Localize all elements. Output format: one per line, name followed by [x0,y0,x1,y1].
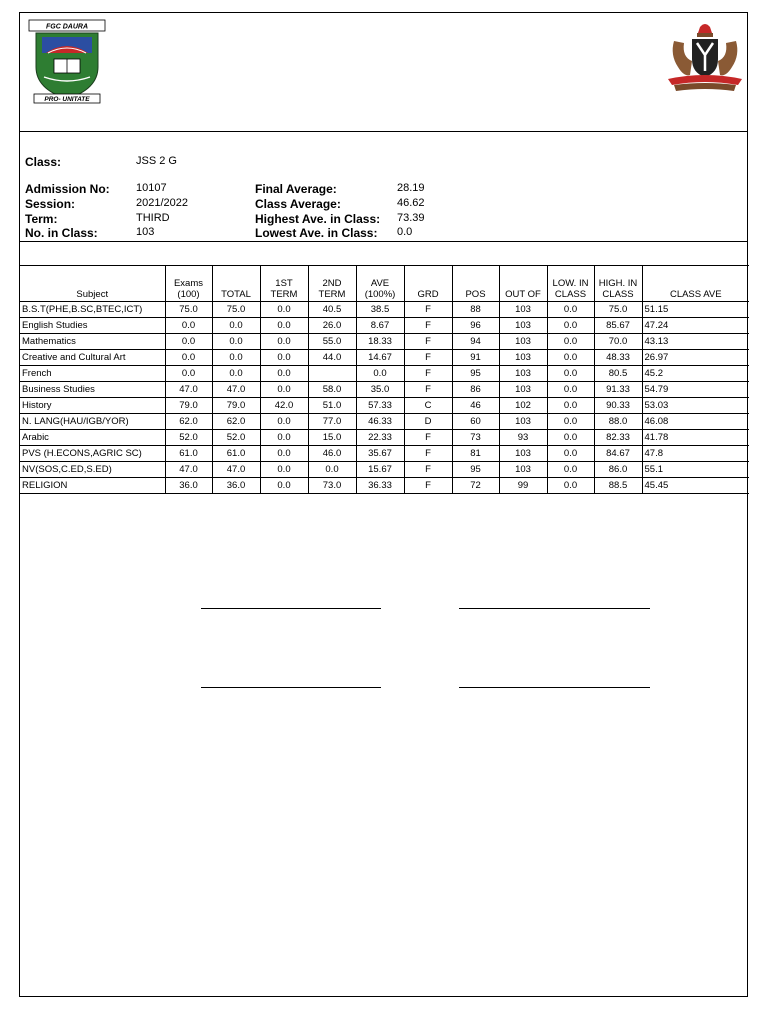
subject-cell: History [20,398,165,414]
table-cell: 62.0 [165,414,212,430]
table-cell: 0.0 [260,446,308,462]
table-cell: F [404,382,452,398]
table-cell: 75.0 [165,302,212,318]
lowest-average-label: Lowest Ave. in Class: [255,226,378,240]
column-header-text: TERM [270,289,298,300]
table-row [20,446,749,462]
session-value: 2021/2022 [136,197,188,209]
table-cell: 42.0 [260,398,308,414]
signature-line [201,608,381,609]
table-row [20,430,749,446]
table-cell: 26.97 [642,350,749,366]
column-header-text: (100%) [364,289,396,300]
table-row [20,318,749,334]
table-cell: 103 [499,414,547,430]
session-label: Session: [25,197,76,211]
column-header-text: TERM [318,289,346,300]
column-header-text: OUT OF [505,289,541,300]
column-header [20,266,165,302]
column-header-text: GRD [417,289,439,300]
signature-line [201,687,381,688]
signature-line [459,687,650,688]
column-header-text: Exams [173,278,204,289]
subject-cell: NV(SOS,C.ED,S.ED) [20,462,165,478]
subject-cell: PVS (H.ECONS,AGRIC SC) [20,446,165,462]
table-cell: F [404,446,452,462]
table-cell: 88.5 [594,478,642,494]
table-cell: 0.0 [547,334,594,350]
table-cell: 96 [452,318,499,334]
column-header [356,266,404,302]
column-header [404,266,452,302]
table-cell: 86.0 [594,462,642,478]
table-cell: 0.0 [260,414,308,430]
final-average-label: Final Average: [255,182,337,196]
table-cell: 15.67 [356,462,404,478]
table-cell: 0.0 [547,302,594,318]
table-cell: 0.0 [308,462,356,478]
table-cell: 85.67 [594,318,642,334]
table-cell: 36.33 [356,478,404,494]
column-header-text: CLASS [602,289,634,300]
table-cell: 48.33 [594,350,642,366]
report-sheet [19,12,748,997]
table-cell: 62.0 [212,414,260,430]
column-header [212,266,260,302]
highest-average-value: 73.39 [397,212,425,224]
table-cell: 0.0 [547,430,594,446]
table-cell: 0.0 [165,334,212,350]
svg-text:PRO- UNITATE: PRO- UNITATE [44,96,90,103]
subject-cell: Mathematics [20,334,165,350]
info-divider [20,241,747,242]
table-cell: 38.5 [356,302,404,318]
column-header [642,266,749,302]
table-cell: 72 [452,478,499,494]
table-cell: 60 [452,414,499,430]
table-cell: F [404,430,452,446]
column-header-text: POS [465,289,486,300]
column-header-text: 1ST [275,278,293,289]
table-cell: 52.0 [165,430,212,446]
table-cell: 103 [499,318,547,334]
school-logo [28,19,106,105]
table-cell: 0.0 [547,350,594,366]
lowest-average-value: 0.0 [397,226,413,238]
table-cell: 55.1 [642,462,749,478]
table-cell: D [404,414,452,430]
table-cell: F [404,350,452,366]
table-cell: 46.33 [356,414,404,430]
column-header [165,266,212,302]
table-cell: C [404,398,452,414]
table-cell: 47.0 [212,462,260,478]
table-cell: 58.0 [308,382,356,398]
table-cell: 35.67 [356,446,404,462]
table-cell: F [404,478,452,494]
final-average-value: 28.19 [397,182,425,194]
subject-cell: Business Studies [20,382,165,398]
table-cell: 0.0 [547,398,594,414]
table-cell: 103 [499,334,547,350]
subject-cell: RELIGION [20,478,165,494]
table-cell: 70.0 [594,334,642,350]
class-average-value: 46.62 [397,197,425,209]
table-row [20,366,749,382]
table-row [20,302,749,318]
table-cell: 0.0 [547,382,594,398]
table-row [20,334,749,350]
table-cell: 88.0 [594,414,642,430]
table-cell: 8.67 [356,318,404,334]
column-header-text: TOTAL [221,289,251,300]
subject-cell: Arabic [20,430,165,446]
table-cell: 36.0 [165,478,212,494]
grades-table [20,265,749,494]
table-cell: 0.0 [547,446,594,462]
table-cell: 0.0 [212,366,260,382]
table-cell: 0.0 [260,382,308,398]
coat-of-arms-icon [660,21,750,95]
table-cell: 81 [452,446,499,462]
column-header [452,266,499,302]
table-cell: 73.0 [308,478,356,494]
table-row [20,382,749,398]
column-header-text: Subject [76,289,109,300]
table-cell: 88 [452,302,499,318]
table-cell: 73 [452,430,499,446]
table-cell: 18.33 [356,334,404,350]
table-cell: 0.0 [165,318,212,334]
table-cell: 0.0 [165,350,212,366]
table-body [20,302,749,494]
table-cell: 0.0 [260,318,308,334]
table-cell: 47.24 [642,318,749,334]
table-row [20,414,749,430]
table-cell: 15.0 [308,430,356,446]
table-cell: 43.13 [642,334,749,350]
table-cell: 52.0 [212,430,260,446]
table-cell: 0.0 [260,366,308,382]
admission-label: Admission No: [25,182,110,196]
class-average-label: Class Average: [255,197,341,211]
table-cell: 103 [499,366,547,382]
column-header [260,266,308,302]
table-cell: 22.33 [356,430,404,446]
table-cell: 75.0 [212,302,260,318]
table-cell: 0.0 [547,366,594,382]
table-cell: 53.03 [642,398,749,414]
table-cell: F [404,462,452,478]
table-cell: 14.67 [356,350,404,366]
table-cell: 0.0 [547,318,594,334]
table-cell: 82.33 [594,430,642,446]
table-cell: 46 [452,398,499,414]
table-cell: 0.0 [547,462,594,478]
table-row [20,478,749,494]
table-cell: 0.0 [260,462,308,478]
subject-cell: N. LANG(HAU/IGB/YOR) [20,414,165,430]
column-header [547,266,594,302]
table-cell: 47.0 [165,462,212,478]
table-cell: 0.0 [260,350,308,366]
column-header-text: CLASS [554,289,587,300]
table-cell: 0.0 [165,366,212,382]
table-row [20,398,749,414]
column-header-text: HIGH. IN [598,278,638,289]
table-cell: 0.0 [547,414,594,430]
table-cell: 47.0 [165,382,212,398]
table-cell: 103 [499,446,547,462]
table-cell: 95 [452,462,499,478]
signature-line [459,608,650,609]
table-cell: 45.2 [642,366,749,382]
no-in-class-value: 103 [136,226,155,238]
table-cell: 35.0 [356,382,404,398]
table-cell: 86 [452,382,499,398]
column-header [594,266,642,302]
table-cell: 0.0 [212,334,260,350]
table-cell: 91.33 [594,382,642,398]
table-cell: 102 [499,398,547,414]
table-cell: F [404,302,452,318]
column-header-text: CLASS AVE [669,289,722,300]
table-cell: 79.0 [212,398,260,414]
table-cell: 99 [499,478,547,494]
table-cell: 0.0 [260,478,308,494]
column-header-text: LOW. IN [552,278,589,289]
table-cell: 103 [499,382,547,398]
table-cell: 80.5 [594,366,642,382]
table-cell: 61.0 [212,446,260,462]
column-header [499,266,547,302]
table-cell: 51.15 [642,302,749,318]
table-cell: 47.0 [212,382,260,398]
subject-cell: Creative and Cultural Art [20,350,165,366]
table-cell: 103 [499,462,547,478]
table-cell: 54.79 [642,382,749,398]
table-cell: 46.0 [308,446,356,462]
table-cell: 61.0 [165,446,212,462]
subject-cell: B.S.T(PHE,B.SC,BTEC,ICT) [20,302,165,318]
table-cell: 79.0 [165,398,212,414]
table-cell: 0.0 [212,318,260,334]
term-value: THIRD [136,212,170,224]
table-cell: 47.8 [642,446,749,462]
table-cell: 0.0 [260,302,308,318]
class-label: Class: [25,155,62,169]
column-header-text: (100) [177,289,200,300]
table-cell: 41.78 [642,430,749,446]
table-cell: 94 [452,334,499,350]
table-cell: 0.0 [260,430,308,446]
highest-average-label: Highest Ave. in Class: [255,212,381,226]
column-header-text: AVE [370,278,390,289]
table-cell: 51.0 [308,398,356,414]
column-header-text: 2ND [322,278,342,289]
table-cell: 75.0 [594,302,642,318]
table-cell: 46.08 [642,414,749,430]
table-header-row [20,266,749,302]
table-cell: F [404,318,452,334]
table-cell: 90.33 [594,398,642,414]
subject-cell: French [20,366,165,382]
table-cell: F [404,334,452,350]
table-cell: 0.0 [212,350,260,366]
table-cell: 0.0 [356,366,404,382]
no-in-class-label: No. in Class: [25,226,98,240]
term-label: Term: [25,212,58,226]
table-cell: 103 [499,350,547,366]
table-cell: 44.0 [308,350,356,366]
column-header [308,266,356,302]
table-cell: 84.67 [594,446,642,462]
table-cell: 0.0 [547,478,594,494]
table-cell: 93 [499,430,547,446]
table-cell: 91 [452,350,499,366]
table-cell: 77.0 [308,414,356,430]
table-cell: 95 [452,366,499,382]
table-cell: 26.0 [308,318,356,334]
class-value: JSS 2 G [136,155,177,167]
table-cell: 45.45 [642,478,749,494]
table-cell [308,366,356,382]
header-divider [20,131,747,132]
table-row [20,462,749,478]
table-row [20,350,749,366]
table-cell: 103 [499,302,547,318]
subject-cell: English Studies [20,318,165,334]
svg-text:FGC DAURA: FGC DAURA [46,23,88,31]
table-cell: 0.0 [260,334,308,350]
table-cell: F [404,366,452,382]
table-cell: 36.0 [212,478,260,494]
table-cell: 57.33 [356,398,404,414]
table-cell: 55.0 [308,334,356,350]
admission-value: 10107 [136,182,167,194]
table-cell: 40.5 [308,302,356,318]
